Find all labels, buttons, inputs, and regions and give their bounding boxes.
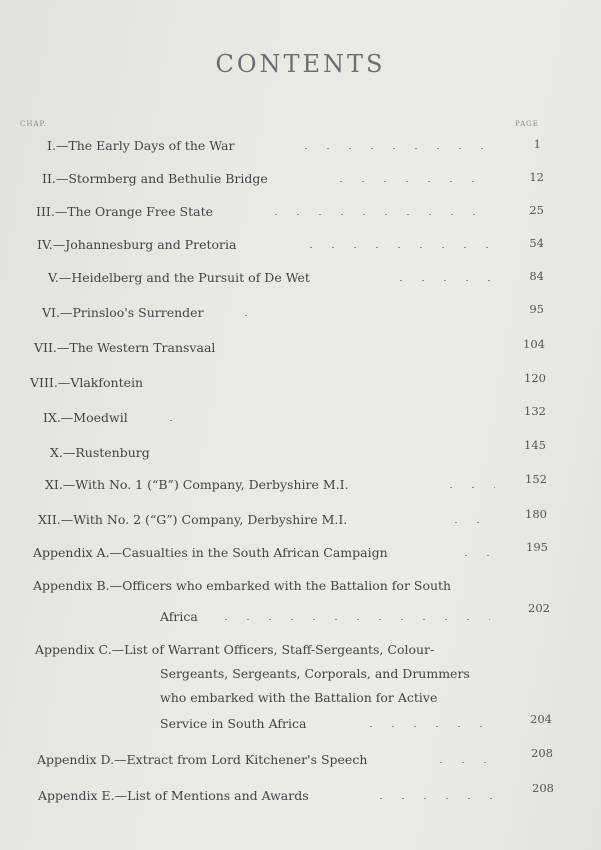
toc-entry-label: XII.—With No. 2 (“G”) Company, Derbyshire M.I. <box>38 512 348 527</box>
toc-entry-page: 120 <box>524 371 546 385</box>
toc-entry-page: 95 <box>529 302 544 316</box>
dot-leader <box>430 762 500 763</box>
toc-entry-label: IV.—Johannesburg and Pretoria <box>37 237 237 252</box>
toc-entry-label: VIII.—Vlakfontein <box>30 375 144 390</box>
page-title: CONTENTS <box>215 50 386 78</box>
dot-leader <box>295 148 485 149</box>
toc-entry-page: 202 <box>528 601 550 615</box>
dot-leader <box>390 280 490 281</box>
toc-entry-label: III.—The Orange Free State <box>36 204 214 219</box>
toc-entry-page: 132 <box>524 404 546 418</box>
dot-leader <box>215 619 490 620</box>
toc-entry-page: 152 <box>525 472 547 486</box>
toc-entry-label: VI.—Prinsloo's Surrender <box>42 305 204 320</box>
toc-entry-label: II.—Stormberg and Bethulie Bridge <box>42 171 268 186</box>
dot-leader <box>235 315 247 316</box>
dot-leader <box>360 726 500 727</box>
chapter-column-header: CHAP. <box>20 120 48 128</box>
toc-entry-page: 84 <box>529 269 544 283</box>
toc-entry-page: 54 <box>529 236 544 250</box>
toc-entry-label: X.—Rustenburg <box>50 445 150 460</box>
dot-leader <box>160 420 172 421</box>
toc-entry-label: Appendix E.—List of Mentions and Awards <box>38 788 309 803</box>
toc-entry-page: 104 <box>523 337 545 351</box>
toc-entry-label: V.—Heidelberg and the Pursuit of De Wet <box>48 270 310 285</box>
toc-entry-page: 12 <box>529 170 544 184</box>
toc-entry-label: Appendix A.—Casualties in the South African Campaign <box>33 545 388 560</box>
toc-entry-label-line: Africa <box>160 609 198 624</box>
toc-entry-label: IX.—Moedwil <box>43 410 128 425</box>
toc-entry-label: VII.—The Western Transvaal <box>34 340 216 355</box>
toc-entry-label-line: Service in South Africa <box>160 716 307 731</box>
page-column-header: PAGE <box>515 120 539 128</box>
toc-entry-page: 1 <box>533 137 541 151</box>
toc-entry-page: 145 <box>524 438 546 452</box>
dot-leader <box>455 555 503 556</box>
toc-entry-label-line: Appendix C.—List of Warrant Officers, Staff-Sergeants, Colour- <box>35 642 435 657</box>
toc-entry-label-line: Sergeants, Sergeants, Corporals, and Drummers <box>160 666 470 681</box>
toc-entry-label: Appendix D.—Extract from Lord Kitchener's Speech <box>37 752 368 767</box>
toc-entry-label: XI.—With No. 1 (“B”) Company, Derbyshire M.I. <box>45 477 349 492</box>
dot-leader <box>330 181 490 182</box>
toc-entry-page: 208 <box>531 746 553 760</box>
toc-entry-label: I.—The Early Days of the War <box>47 138 235 153</box>
dot-leader <box>370 798 510 799</box>
dot-leader <box>265 214 490 215</box>
toc-entry-label-line: Appendix B.—Officers who embarked with the Battalion for South <box>33 578 452 593</box>
toc-entry-label-line: who embarked with the Battalion for Active <box>160 690 438 705</box>
dot-leader <box>300 247 490 248</box>
toc-entry-page: 204 <box>530 712 552 726</box>
toc-entry-page: 208 <box>532 781 554 795</box>
dot-leader <box>440 487 495 488</box>
toc-entry-page: 180 <box>525 507 547 521</box>
toc-entry-page: 25 <box>529 203 544 217</box>
dot-leader <box>445 522 495 523</box>
toc-entry-page: 195 <box>526 540 548 554</box>
